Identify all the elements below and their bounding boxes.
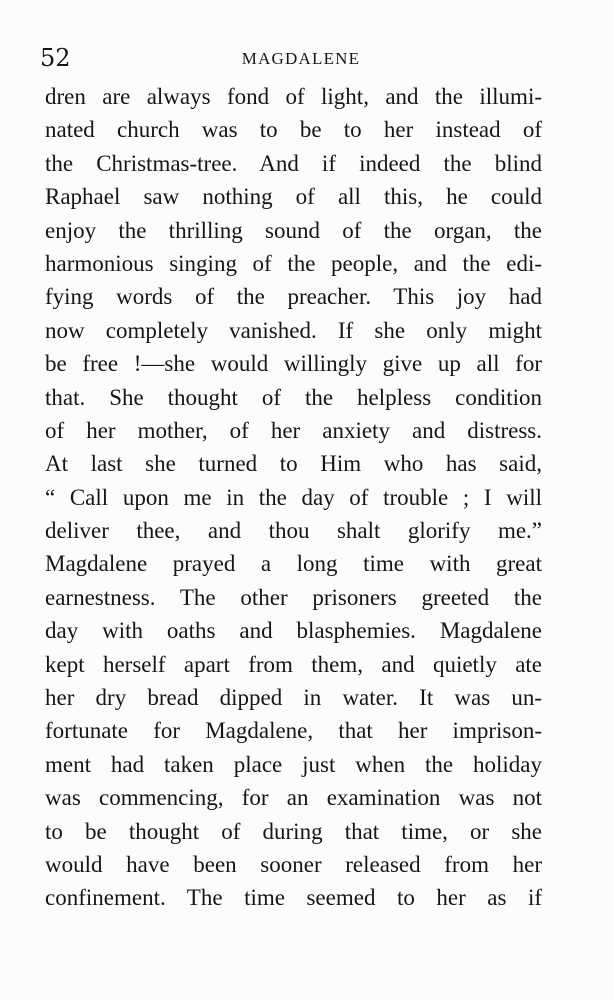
text-line: enjoy the thrilling sound of the organ, the xyxy=(45,217,542,243)
text-line: Magdalene prayed a long time with great xyxy=(45,551,542,577)
body-text xyxy=(45,80,542,915)
text-line: Raphael saw nothing of all this, he could xyxy=(45,184,542,210)
text-line: nated church was to be to her instead of xyxy=(45,117,542,143)
text-line: ment had taken place just when the holiday xyxy=(45,751,542,777)
text-line: the Christmas-tree. And if indeed the blind xyxy=(45,150,542,176)
text-line: fortunate for Magdalene, that her imprison- xyxy=(45,718,542,744)
text-line: now completely vanished. If she only might xyxy=(45,317,542,343)
text-line: “ Call upon me in the day of trouble ; I will xyxy=(45,484,542,510)
text-line: that. She thought of the helpless condition xyxy=(45,384,542,410)
text-line: was commencing, for an examination was not xyxy=(45,785,542,811)
text-line: harmonious singing of the people, and the edi- xyxy=(45,250,542,276)
text-line: of her mother, of her anxiety and distress. xyxy=(45,417,542,443)
text-line: to be thought of during that time, or she xyxy=(45,818,542,844)
text-line: deliver thee, and thou shalt glorify me.” xyxy=(45,518,542,544)
running-title: MAGDALENE xyxy=(241,49,361,68)
text-line: be free !—she would willingly give up all for xyxy=(45,351,542,377)
text-line: her dry bread dipped in water. It was un- xyxy=(45,685,542,711)
page-number: 52 xyxy=(40,44,71,72)
text-line: At last she turned to Him who has said, xyxy=(45,451,542,477)
text-line: confinement. The time seemed to her as if xyxy=(45,885,542,911)
text-line: dren are always fond of light, and the illumi- xyxy=(45,84,542,109)
text-line: kept herself apart from them, and quietly ate xyxy=(45,651,542,677)
page-header xyxy=(40,42,562,74)
text-line: day with oaths and blasphemies. Magdalene xyxy=(45,618,542,644)
text-line: fying words of the preacher. This joy had xyxy=(45,284,542,310)
text-line: would have been sooner released from her xyxy=(45,851,542,877)
text-line: earnestness. The other prisoners greeted the xyxy=(45,584,542,610)
